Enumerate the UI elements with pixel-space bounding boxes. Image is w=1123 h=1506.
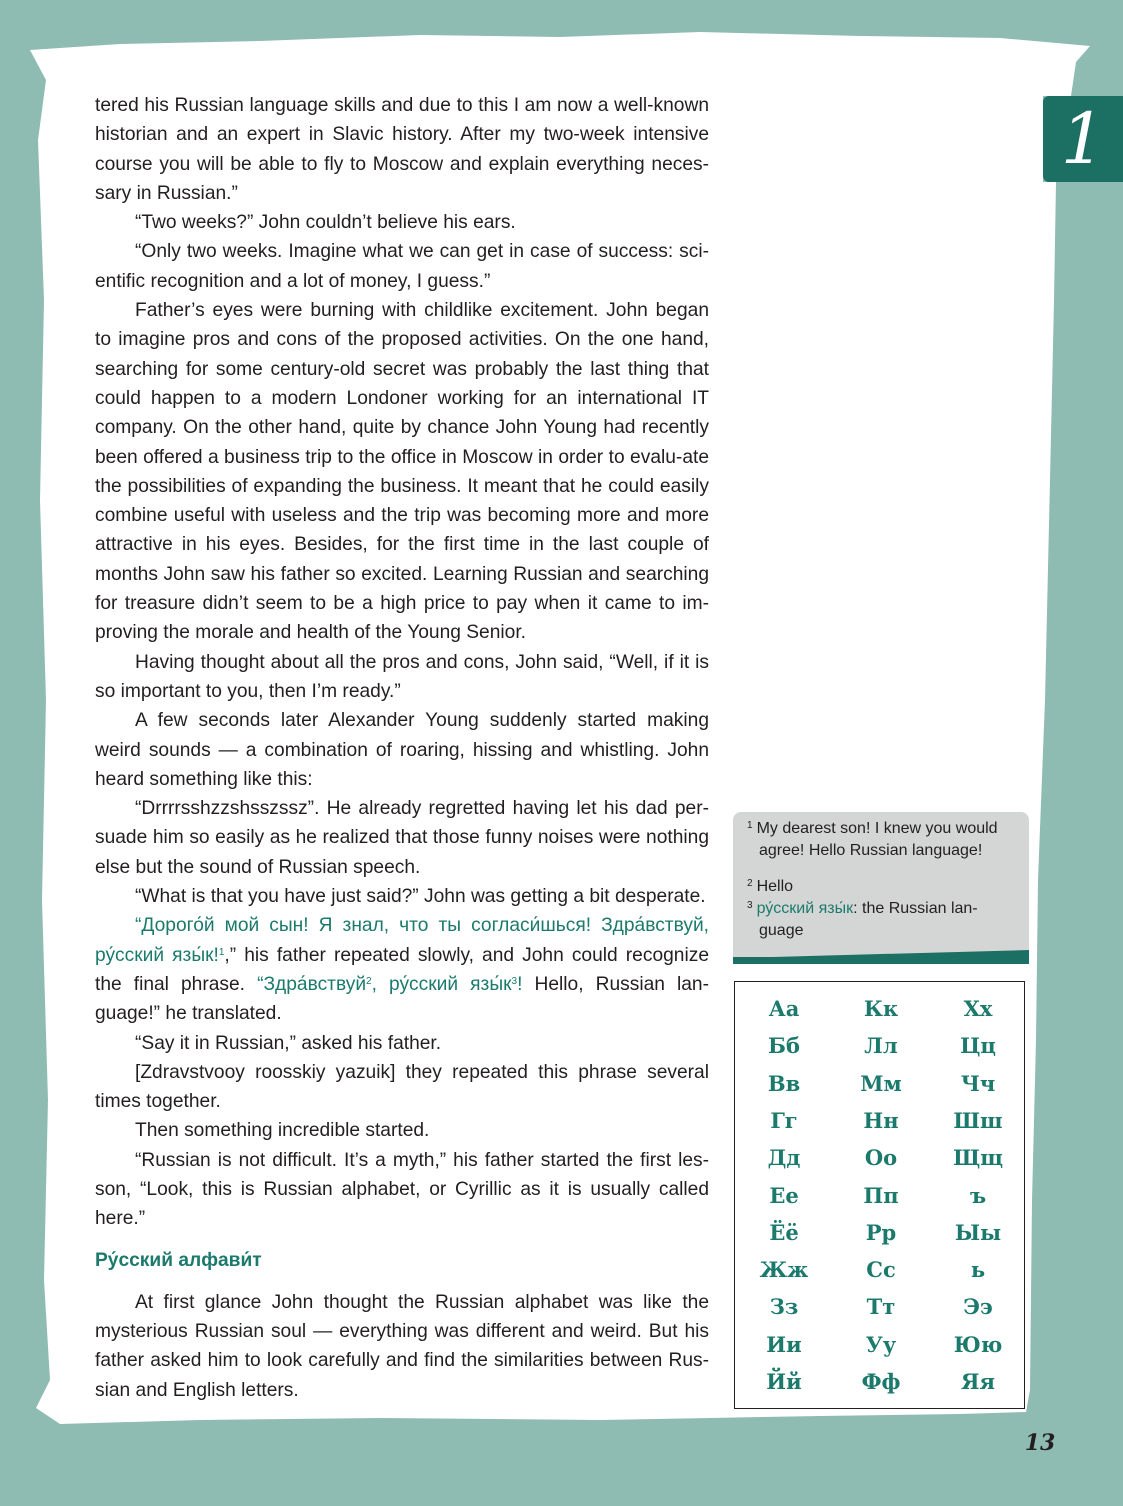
footnote-number: 1 bbox=[747, 820, 753, 831]
footnote-3 bbox=[743, 898, 1019, 942]
alphabet-letter: Чч bbox=[960, 1070, 996, 1096]
paragraph: At first glance John thought the Russian alphabet was like the mysterious Russian soul — everything was different and weird. But his father asked him to look carefully and find the similarities between Rus-sian and English letters. bbox=[95, 1291, 709, 1401]
alphabet-letter: Бб bbox=[768, 1033, 800, 1059]
paragraph: Father’s eyes were burning with childlike excitement. John began to imagine pros and cons of the proposed activities. On the one hand, searching for some century-old secret was probably the last thing that could happen to a modern Londoner working for an international IT company. On the other hand, quite by chance John Young had recently been offered a business trip to the office in Moscow in order to evalu-ate the possibilities of expanding the business. It meant that he could easily combine useful with useless and the trip was becoming more and more attractive in his eyes. Besides, for the first time in the last couple of months John saw his father so excited. Learning Russian and searching for treasure didn’t seem to be a high price to pay when it came to im-proving the morale and health of the Young Senior. bbox=[95, 300, 709, 644]
alphabet-letter: Фф bbox=[861, 1369, 901, 1394]
alphabet-letter: Уу bbox=[865, 1331, 897, 1357]
alphabet-letter: Кк bbox=[863, 996, 899, 1021]
paragraph: “Only two weeks. Imagine what we can get in case of success: sci-entific recognition and a lot of money, I guess.” bbox=[95, 241, 709, 292]
alphabet-letter: ъ bbox=[969, 1182, 987, 1208]
footnote-number: 2 bbox=[747, 878, 753, 889]
alphabet-letter: Хх bbox=[963, 996, 993, 1021]
alphabet-letter: Нн bbox=[863, 1107, 899, 1133]
russian-quote: ! bbox=[517, 973, 523, 995]
footnote-text: Hello bbox=[756, 878, 794, 895]
alphabet-letter: Ыы bbox=[954, 1219, 1002, 1245]
footnotes-box bbox=[733, 812, 1029, 964]
paragraph: “Say it in Russian,” asked his father. bbox=[135, 1032, 442, 1054]
footnote-number: 3 bbox=[747, 900, 753, 911]
footnote-stripe bbox=[733, 950, 1029, 964]
footnote-text: : the Russian lan-guage bbox=[759, 900, 978, 939]
alphabet-letter: Шш bbox=[953, 1107, 1003, 1133]
footnote-ref-1: 1 bbox=[218, 946, 225, 958]
paragraph: [Zdravstvooy roosskiy yazuik] they repeated this phrase several times together. bbox=[95, 1061, 709, 1113]
footnote-ref-3: 3 bbox=[511, 975, 518, 987]
alphabet-letter: Зз bbox=[769, 1294, 799, 1320]
alphabet-letter: Ии bbox=[766, 1331, 802, 1357]
alphabet-letter: Цц bbox=[960, 1033, 996, 1059]
alphabet-letter: Оо bbox=[864, 1145, 898, 1171]
footnote-ref-2: 2 bbox=[366, 975, 372, 987]
alphabet-letter: Вв bbox=[767, 1070, 801, 1096]
alphabet-letter: Мм bbox=[860, 1070, 902, 1096]
alphabet-letter: Ээ bbox=[963, 1294, 993, 1320]
alphabet-letter: Лл bbox=[864, 1033, 898, 1059]
alphabet-letter: Йй bbox=[766, 1369, 802, 1394]
paragraph: “Russian is not difficult. It’s a myth,” his father started the first les-son, “Look, this is Russian alphabet, or Cyrillic as it is usually called here.” bbox=[95, 1149, 709, 1230]
alphabet-table bbox=[734, 981, 1025, 1409]
alphabet-letter: ь bbox=[970, 1257, 986, 1283]
alphabet-letter: Щщ bbox=[953, 1145, 1003, 1171]
alphabet-letter: Пп bbox=[863, 1182, 899, 1208]
chapter-number-tab: 1 bbox=[1043, 96, 1123, 182]
alphabet-letter: Жж bbox=[759, 1257, 809, 1283]
alphabet-letter: Дд bbox=[767, 1145, 801, 1171]
paragraph: “Drrrrsshzzshsszssz”. He already regretted having let his dad per-suade him so easily as he realized that those funny noises were nothing else but the sound of Russian speech. bbox=[95, 798, 709, 878]
paragraph: tered his Russian language skills and due to this I am now a well-known historian and an expert in Slavic history. After my two-week intensive course you will be able to fly to Moscow and explain everything neces-sary in Russian.” bbox=[95, 95, 709, 204]
alphabet-letter: Тт bbox=[866, 1294, 896, 1320]
paragraph: Then something incredible started. bbox=[135, 1120, 430, 1142]
alphabet-letter: Ёё bbox=[769, 1219, 799, 1245]
section-title: Ру́сский алфави́т bbox=[95, 1249, 262, 1271]
dialogue-text: ,” his father repeated slowly, and John could recognize the final phrase. bbox=[95, 944, 709, 995]
paragraph: “Two weeks?” John couldn’t believe his ears. bbox=[135, 212, 516, 234]
alphabet-letter: Яя bbox=[960, 1369, 996, 1394]
footnote-1 bbox=[743, 818, 1019, 862]
russian-quote: , ру́сский язы́к bbox=[371, 973, 512, 995]
alphabet-letter: Ее bbox=[769, 1182, 799, 1208]
dialogue-paragraph bbox=[95, 911, 709, 1028]
footnote-2 bbox=[743, 876, 1019, 898]
russian-phrase: Дорого́й мой сын! Я знал, что ты согласи́шься! Здра́вствуй, ру́сский язы́к! bbox=[95, 915, 709, 966]
page-number: 13 bbox=[1024, 1430, 1056, 1456]
paragraph: A few seconds later Alexander Young suddenly started making weird sounds — a combination of roaring, hissing and whistling. John heard something like this: bbox=[95, 710, 709, 790]
dialogue-text: Hello, Russian lan-guage!” he translated. bbox=[95, 973, 709, 1025]
main-text-column bbox=[95, 91, 709, 1405]
alphabet-letter: Сс bbox=[866, 1257, 896, 1283]
russian-quote: “Здра́вствуй bbox=[257, 973, 367, 995]
alphabet-letter: Гг bbox=[770, 1107, 798, 1133]
alphabet-letter: Рр bbox=[865, 1219, 897, 1245]
paragraph: Having thought about all the pros and cons, John said, “Well, if it is so important to you, then I’m ready.” bbox=[95, 651, 709, 702]
quote-mark: “ bbox=[135, 915, 142, 937]
footnote-text: My dearest son! I knew you would agree! Hello Russian language! bbox=[756, 820, 998, 859]
paragraph: “What is that you have just said?” John was getting a bit desperate. bbox=[135, 886, 706, 908]
alphabet-letter: Аа bbox=[768, 996, 800, 1021]
alphabet-letter: Юю bbox=[953, 1331, 1003, 1357]
footnote-russian: ру́сский язы́к bbox=[756, 900, 854, 917]
